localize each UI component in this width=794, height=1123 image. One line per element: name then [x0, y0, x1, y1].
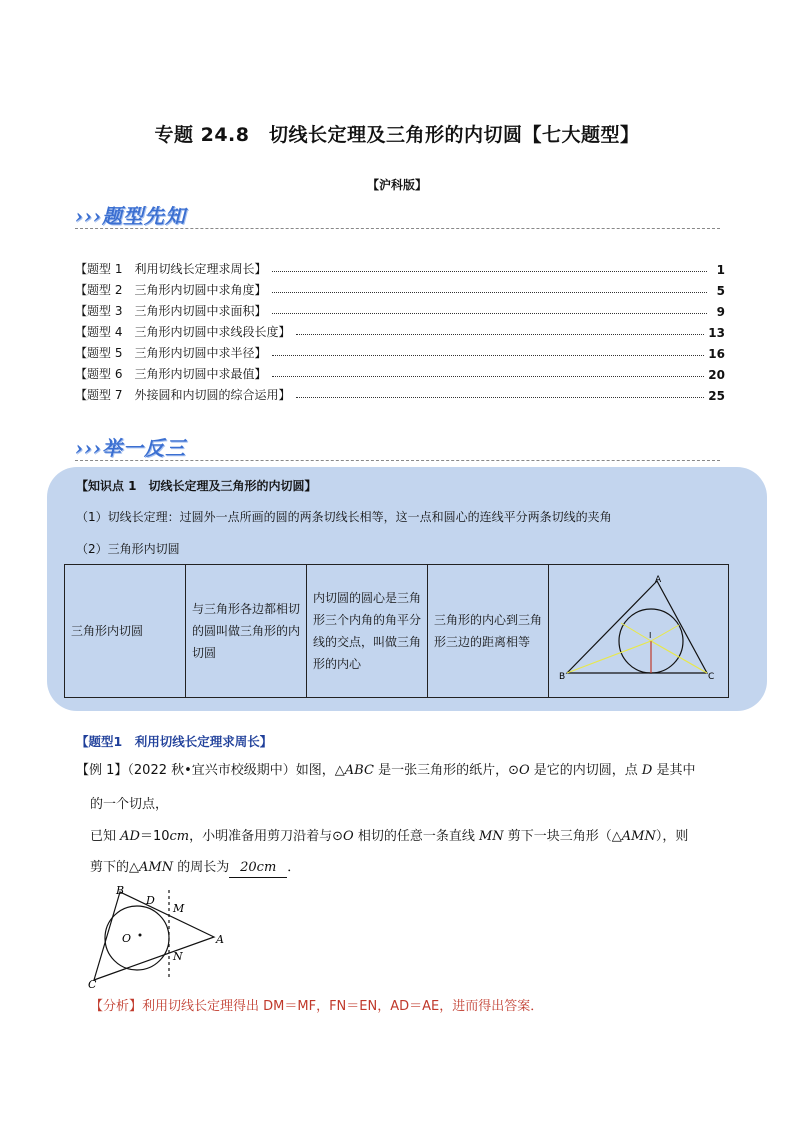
label-c: C	[88, 978, 97, 990]
incircle-table	[64, 564, 729, 698]
cell-definition: 与三角形各边都相切的圆叫做三角形的内切圆	[186, 565, 307, 698]
example-line-2: 的一个切点，	[90, 797, 169, 812]
example-line-3: 已知 AD＝10cm，小明准备用剪刀沿着与⊙O 相切的任意一条直线 MN 剪下一块三角形（△AMN），则	[90, 829, 689, 844]
label-a: A	[216, 933, 224, 946]
toc-item[interactable]: 【题型 6 三角形内切圆中求最值】 20	[75, 367, 725, 382]
incircle-diagram	[549, 565, 727, 690]
label-c: C	[708, 672, 715, 682]
edition-label: 【沪科版】	[366, 178, 427, 192]
banner-examples: ›››举一反三	[75, 436, 186, 460]
knowledge-item-2: （2）三角形内切圆	[76, 542, 180, 556]
label-o: O	[122, 932, 132, 945]
toc-item[interactable]: 【题型 5 三角形内切圆中求半径】 16	[75, 346, 725, 361]
cell-incenter: 内切圆的圆心是三角形三个内角的角平分线的交点，叫做三角形的内心	[307, 565, 428, 698]
table-of-contents	[75, 256, 725, 403]
divider	[75, 228, 720, 229]
toc-item[interactable]: 【题型 3 三角形内切圆中求面积】 9	[75, 304, 725, 319]
knowledge-item-1: （1）切线长定理：过圆外一点所画的圆的两条切线长相等，这一点和圆心的连线平分两条切线的夹角	[76, 510, 612, 524]
label-a: A	[655, 575, 662, 585]
cell-term: 三角形内切圆	[65, 565, 186, 698]
cell-figure	[549, 565, 729, 698]
page-title: 专题 24.8 切线长定理及三角形的内切圆【七大题型】	[154, 124, 640, 146]
analysis: 【分析】利用切线长定理得出 DM＝MF，FN＝EN，AD＝AE，进而得出答案．	[90, 999, 544, 1014]
answer-blank: 20cm	[229, 859, 287, 878]
example-line-4: 剪下的△AMN 的周长为 20cm ．	[90, 857, 300, 879]
label-b: B	[116, 884, 125, 897]
toc-item[interactable]: 【题型 1 利用切线长定理求周长】 1	[75, 262, 725, 277]
section-heading: 【题型1 利用切线长定理求周长】	[76, 734, 273, 749]
divider	[75, 460, 720, 461]
knowledge-heading: 【知识点 1 切线长定理及三角形的内切圆】	[76, 479, 317, 493]
label-b: B	[559, 672, 566, 682]
example-line-1: 【例 1】（2022 秋•宜兴市校级期中）如图，△ABC 是一张三角形的纸片，⊙O 是它的内切圆，点 D 是其中	[76, 763, 696, 778]
toc-item[interactable]: 【题型 7 外接圆和内切圆的综合运用】 25	[75, 388, 725, 403]
toc-item[interactable]: 【题型 2 三角形内切圆中求角度】 5	[75, 283, 725, 298]
label-n: N	[173, 950, 183, 963]
example-figure	[80, 880, 240, 990]
label-i: I	[649, 631, 652, 640]
toc-item[interactable]: 【题型 4 三角形内切圆中求线段长度】 13	[75, 325, 725, 340]
label-d: D	[146, 894, 155, 907]
banner-question-types: ›››题型先知	[75, 204, 186, 228]
label-m: M	[173, 902, 185, 915]
cell-property: 三角形的内心到三角形三边的距离相等	[428, 565, 549, 698]
